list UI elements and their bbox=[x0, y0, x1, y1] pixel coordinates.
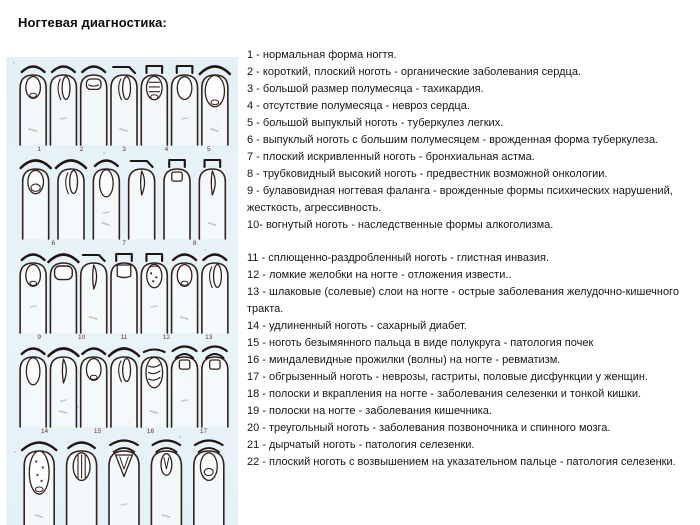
finger-drawing bbox=[20, 255, 46, 334]
diagnosis-item-13: 13 - шлаковые (солевые) слои на ногте - острые заболевания желудочно-кишечного тракта. bbox=[247, 286, 679, 315]
diagnosis-item-10: 10- вогнутый ноготь - наследственные формы алкоголизма. bbox=[247, 219, 554, 231]
finger-drawing bbox=[56, 161, 86, 240]
finger-number: 10 bbox=[77, 334, 86, 341]
diagnosis-item-14: 14 - удлиненный ноготь - сахарный диабет. bbox=[247, 320, 467, 332]
finger-drawing bbox=[111, 254, 137, 333]
finger-drawing bbox=[20, 349, 46, 428]
diagnosis-item-20: 20 - треугольный ноготь - заболевания позвоночника и спинного мозга. bbox=[247, 422, 611, 434]
diagnosis-item-4: 4 - отсутствие полумесяца - невроз сердца. bbox=[247, 100, 470, 112]
finger-drawing bbox=[111, 67, 137, 145]
finger-drawing bbox=[81, 349, 107, 428]
diagnosis-item-22: 22 - плоский ноготь с возвышением на указательном пальце - патология селезенки. bbox=[247, 456, 676, 468]
finger-number: 12 bbox=[162, 334, 171, 341]
finger-drawing bbox=[194, 441, 224, 525]
diagnosis-item-1: 1 - нормальная форма ногтя. bbox=[247, 49, 397, 61]
finger-number: 8 bbox=[192, 240, 197, 247]
diagnosis-list bbox=[247, 47, 699, 471]
finger-drawing bbox=[20, 67, 46, 146]
finger-number: 1 bbox=[37, 146, 42, 153]
finger-drawing bbox=[172, 347, 198, 428]
diagnosis-item-11: 11 - сплющенно-раздробленный ноготь - глистная инвазия. bbox=[247, 252, 550, 264]
finger-number: 6 bbox=[51, 240, 56, 247]
diagnosis-item-2: 2 - короткий, плоский ноготь - органические заболевания сердца. bbox=[247, 66, 581, 78]
finger-number: 2 bbox=[79, 146, 84, 153]
finger-drawing bbox=[172, 66, 198, 145]
diagnosis-item-3: 3 - большой размер полумесяца - тахикардия. bbox=[247, 83, 484, 95]
finger-drawing bbox=[109, 441, 139, 525]
diagnosis-item-7: 7 - плоский искривленный ноготь - бронхиальная астма. bbox=[247, 151, 535, 163]
nail-illustration bbox=[6, 57, 238, 525]
diagnosis-group-2 bbox=[247, 250, 699, 471]
diagnosis-item-9: 9 - булавовидная ногтевая фаланга - врожденные формы психических нарушений, жесткость, агрессивность. bbox=[247, 185, 673, 214]
diagnosis-item-16: 16 - миндалевидные прожилки (волны) на ногте - ревматизм. bbox=[247, 354, 561, 366]
finger-number: 9 bbox=[37, 334, 42, 341]
finger-drawing bbox=[50, 67, 76, 146]
diagnosis-item-19: 19 - полоски на ногте - заболевания кишечника. bbox=[247, 405, 492, 417]
finger-number: 5 bbox=[206, 146, 211, 153]
finger-drawing bbox=[22, 443, 56, 525]
diagnosis-item-8: 8 - трубковидный высокий ноготь - предвестник возможной онкологии. bbox=[247, 168, 608, 180]
finger-number: 13 bbox=[205, 334, 213, 341]
finger-number: 11 bbox=[120, 334, 128, 341]
diagnosis-item-17: 17 - обгрызенный ноготь - неврозы, гастриты, половые дисфункции у женщин. bbox=[247, 371, 648, 383]
finger-drawing bbox=[93, 161, 119, 240]
finger-drawing bbox=[141, 254, 167, 333]
finger-drawing bbox=[48, 255, 78, 334]
finger-number: 15 bbox=[93, 428, 102, 435]
finger-drawing bbox=[21, 161, 51, 240]
finger-number: 3 bbox=[122, 146, 126, 153]
diagnosis-group-1 bbox=[247, 47, 699, 234]
finger-drawing bbox=[151, 441, 181, 525]
finger-number: 4 bbox=[164, 146, 169, 153]
finger-drawing bbox=[81, 255, 107, 333]
diagnosis-item-18: 18 - полоски и вкрапления на ногте - заболевания селезенки и тонкой кишки. bbox=[247, 388, 642, 400]
finger-drawing bbox=[164, 160, 190, 239]
finger-drawing bbox=[48, 349, 78, 428]
finger-drawing bbox=[200, 67, 230, 146]
nail-diagram-figure bbox=[6, 57, 238, 525]
finger-drawing bbox=[141, 66, 167, 145]
finger-drawing bbox=[81, 67, 107, 146]
finger-drawing bbox=[141, 350, 167, 428]
finger-number: 17 bbox=[199, 428, 208, 435]
diagnosis-item-12: 12 - ломкие желобки на ногте - отложения извести.. bbox=[247, 269, 512, 281]
finger-drawing bbox=[109, 349, 139, 428]
diagnosis-item-5: 5 - большой выпуклый ноготь - туберкулез легких. bbox=[247, 117, 504, 129]
finger-drawing bbox=[172, 255, 198, 334]
finger-drawing bbox=[67, 443, 97, 525]
finger-drawing bbox=[202, 255, 228, 334]
page-title: Ногтевая диагностика: bbox=[18, 15, 167, 30]
finger-number: 14 bbox=[40, 428, 49, 435]
diagnosis-item-21: 21 - дырчатый ноготь - патология селезенки. bbox=[247, 439, 475, 451]
diagnosis-item-15: 15 - ноготь безымянного пальца в виде полукруга - патология почек bbox=[247, 337, 594, 349]
finger-number: 16 bbox=[146, 428, 155, 435]
finger-drawing bbox=[129, 161, 155, 239]
finger-number: 7 bbox=[122, 240, 126, 247]
finger-drawing bbox=[199, 160, 225, 239]
diagnosis-item-6: 6 - выпуклый ноготь с большим полумесяцем - врожденная форма туберкулеза. bbox=[247, 134, 659, 146]
finger-drawing bbox=[202, 347, 228, 428]
